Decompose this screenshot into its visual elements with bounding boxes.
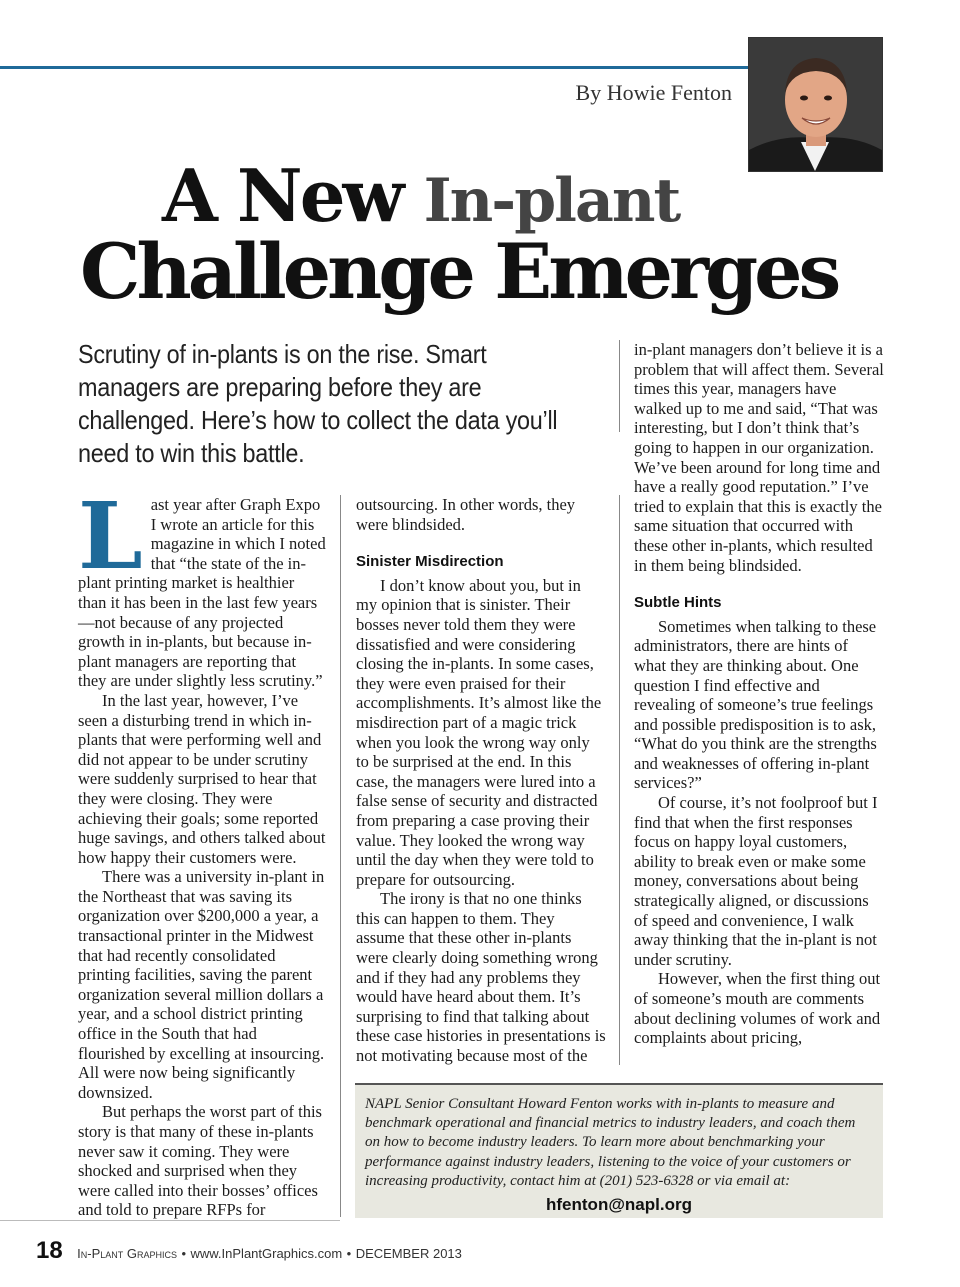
paragraph: outsourcing. In other words, they were blindsided. (356, 495, 576, 534)
author-photo (748, 37, 883, 172)
footer-bullet: • (181, 1246, 187, 1261)
footer-bullet: • (346, 1246, 352, 1261)
column-divider-2 (619, 495, 620, 1065)
headline-in-plant: In-plant (423, 166, 680, 236)
paragraph: There was a university in-plant in the Northeast that was saving its organization over $200,000 a year, a transactional printer in the Midwest that had recently consolidated printing facilities, saving the parent organization several million dollars a year, and a school district printing office in the South that had flourished by excelling at insourcing. All were now being significantly downsized. (78, 867, 325, 1102)
website-link[interactable]: www.InPlantGraphics.com (190, 1246, 343, 1261)
article-column-3 (634, 340, 884, 1048)
footer-rule (0, 1220, 340, 1221)
article-deck: Scrutiny of in-plants is on the rise. Smart managers are preparing before they are challenged. Here’s how to collect the data you’ll need to win this battle. (78, 339, 558, 468)
page-footer (36, 1237, 462, 1265)
page-number: 18 (36, 1237, 63, 1264)
subhead-subtle-hints: Subtle Hints (634, 594, 722, 612)
headline-a-new: A New (162, 153, 402, 238)
subhead-sinister-misdirection: Sinister Misdirection (356, 553, 504, 571)
article-column-1 (78, 482, 326, 1220)
article-headline (80, 153, 900, 316)
author-email-link[interactable]: hfenton@napl.org (546, 1195, 692, 1215)
byline: By Howie Fenton (575, 80, 732, 105)
paragraph: However, when the first thing out of someone’s mouth are comments about declining volumes of work and complaints about pricing, (634, 969, 881, 1048)
paragraph: I don’t know about you, but in my opinion that is sinister. Their bosses never told them they were dissatisfied and were considering closing the in-plants. In some cases, they were even praised for their accomplishments. It’s almost like the misdirection part of a magic trick when you look the wrong way only to be surprised at the end. In this case, the managers were lured into a false sense of security and distracted from preparing a case proving their value. They looked the wrong way until the day when they were told to prepare for outsourcing. (356, 575, 602, 889)
paragraph: The irony is that no one thinks this can happen to them. They assume that these other in-plants were clearly doing something wrong and if they had any problems they would have heard about them. It’s surprising to find that talking about these case histories in presentations is not motivating because most of the (356, 889, 606, 1066)
paragraph: Sometimes when talking to these administrators, there are hints of what they are thinking about. One question I find effective and revealing of someone’s true feelings and possible predisposition is to ask, “What do you think are the strengths and weaknesses of offering in-plant services?” (634, 616, 877, 793)
paragraph: But perhaps the worst part of this story is that many of these in-plants never saw it coming. They were shocked and surprised when they were called into their bosses’ offices and told to prepare RFPs for (78, 1102, 322, 1220)
column-divider-1 (340, 495, 341, 1217)
article-column-2 (356, 495, 606, 1066)
headline-challenge-emerges: Challenge Emerges (80, 227, 838, 316)
deck-divider (619, 340, 620, 432)
paragraph: ast year after Graph Expo I wrote an article for this magazine in which I noted that “the state of the in-plant printing market is healthier than it has been in the last few years—not because of any projected growth in in-plants, but because in-plant managers are reporting that they are under slightly less scrutiny.” (78, 495, 326, 691)
author-bio-text: NAPL Senior Consultant Howard Fenton works with in-plants to measure and benchmark operational and financial metrics to industry leaders, and coach them on how to become industry leaders. To learn more about benchmarking your performance against industry leaders, listening to the voice of your customers or increasing productivity, contact him at (201) 523-6328 or via email at: (365, 1096, 856, 1189)
issue-date: DECEMBER 2013 (355, 1246, 462, 1261)
magazine-name: In-Plant Graphics (77, 1246, 178, 1261)
paragraph: In the last year, however, I’ve seen a disturbing trend in which in-plants that were performing well and did not appear to be under scrutiny were suddenly surprised to hear that they were closing. They were achieving their goals; some reported huge savings, and others talked about how happy their customers were. (78, 690, 326, 867)
paragraph: Of course, it’s not foolproof but I find that when the first responses focus on happy loyal customers, ability to break even or make some money, conversations about being strategically aligned, or discussions of speed and convenience, I walk away thinking that the in-plant is not under scrutiny. (634, 793, 878, 969)
drop-cap: L (78, 482, 143, 590)
top-rule (0, 66, 750, 69)
author-bio-box (355, 1083, 883, 1218)
paragraph: in-plant managers don’t believe it is a problem that will affect them. Several times this year, managers have walked up to me and said, “That was interesting, but I don’t think that’s going to happen in our organization. We’ve been around for long time and have a really good reputation.” I’ve tried to explain that this is exactly the same situation that occurred with these other in-plants, which resulted in them being blindsided. (634, 340, 884, 575)
